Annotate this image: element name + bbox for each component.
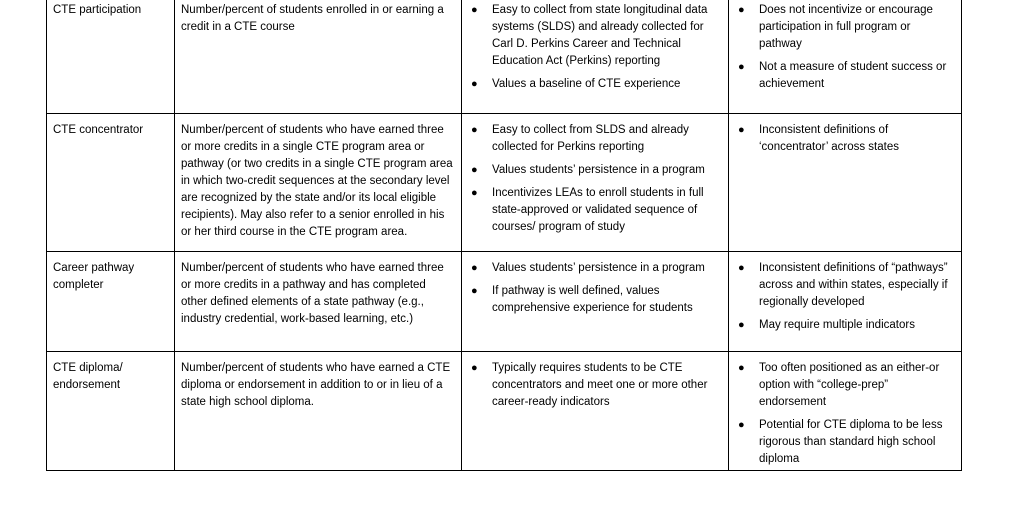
metric-cell [47, 252, 175, 352]
list-item [735, 59, 955, 93]
metric-definition: Number/percent of students who have earned three or more credits in a pathway and has completed other defined elements of a state pathway (e.g., industry credential, work-based learning, etc.) [181, 262, 444, 325]
weakness-text: Too often positioned as an either-or option with “college-prep” endorsement [759, 362, 940, 408]
bullet-icon: ● [471, 164, 478, 176]
bullet-icon: ● [471, 78, 478, 90]
list-item [468, 2, 722, 70]
strengths-list [468, 0, 722, 93]
bullet-icon: ● [471, 124, 478, 136]
strength-text: Values students’ persistence in a program [492, 262, 705, 274]
weaknesses-list [735, 114, 955, 156]
list-item [735, 360, 955, 411]
list-item [735, 2, 955, 53]
weakness-text: Not a measure of student success or achievement [759, 61, 947, 90]
bullet-icon: ● [471, 187, 478, 199]
list-item [468, 162, 722, 179]
strengths-cell [462, 352, 729, 471]
metric-name: CTE participation [53, 4, 142, 16]
table-row [47, 114, 962, 252]
weakness-text: Potential for CTE diploma to be less rigorous than standard high school diploma [759, 419, 943, 465]
strengths-list [468, 252, 722, 317]
table-row [47, 0, 962, 114]
list-item [468, 283, 722, 317]
bullet-icon: ● [471, 285, 478, 297]
definition-cell [175, 352, 462, 471]
list-item [468, 76, 722, 93]
list-item [735, 122, 955, 156]
weaknesses-list [735, 352, 955, 468]
weaknesses-cell [729, 114, 962, 252]
metric-name: CTE diploma/ endorsement [53, 362, 123, 391]
metric-name: Career pathway completer [53, 262, 135, 291]
weaknesses-list [735, 0, 955, 93]
list-item [735, 417, 955, 468]
table-row [47, 252, 962, 352]
strength-text: If pathway is well defined, values comprehensive experience for students [492, 285, 693, 314]
cte-measures-table [46, 0, 962, 471]
table-row [47, 352, 962, 471]
weaknesses-cell [729, 352, 962, 471]
strength-text: Values students’ persistence in a program [492, 164, 705, 176]
bullet-icon: ● [738, 262, 745, 274]
strengths-list [468, 114, 722, 236]
strengths-cell [462, 252, 729, 352]
definition-cell [175, 252, 462, 352]
definition-cell [175, 0, 462, 114]
weakness-text: May require multiple indicators [759, 319, 915, 331]
definition-cell [175, 114, 462, 252]
bullet-icon: ● [738, 124, 745, 136]
list-item [468, 122, 722, 156]
metric-definition: Number/percent of students enrolled in or earning a credit in a CTE course [181, 4, 444, 33]
list-item [468, 360, 722, 411]
strength-text: Typically requires students to be CTE concentrators and meet one or more other career-ready indicators [492, 362, 708, 408]
bullet-icon: ● [738, 4, 745, 16]
bullet-icon: ● [738, 419, 745, 431]
metric-cell [47, 0, 175, 114]
bullet-icon: ● [471, 262, 478, 274]
list-item [735, 260, 955, 311]
list-item [468, 185, 722, 236]
weaknesses-list [735, 252, 955, 334]
weaknesses-cell [729, 252, 962, 352]
weakness-text: Inconsistent definitions of ‘concentrator’ across states [759, 124, 899, 153]
strengths-cell [462, 0, 729, 114]
bullet-icon: ● [738, 61, 745, 73]
metric-definition: Number/percent of students who have earned three or more credits in a single CTE program area or pathway (or two credits in a single CTE program area in which two-credit sequences at the secondary level are recognized by the state and/or its local eligible recipients). May also refer to a senior enrolled in his or her third course in the CTE program area. [181, 124, 453, 238]
strength-text: Easy to collect from SLDS and already collected for Perkins reporting [492, 124, 689, 153]
metric-definition: Number/percent of students who have earned a CTE diploma or endorsement in addition to or in lieu of a state high school diploma. [181, 362, 451, 408]
weakness-text: Does not incentivize or encourage participation in full program or pathway [759, 4, 933, 50]
strength-text: Incentivizes LEAs to enroll students in full state-approved or validated sequence of courses/ program of study [492, 187, 704, 233]
list-item [735, 317, 955, 334]
bullet-icon: ● [471, 4, 478, 16]
bullet-icon: ● [471, 362, 478, 374]
list-item [468, 260, 722, 277]
strengths-cell [462, 114, 729, 252]
bullet-icon: ● [738, 319, 745, 331]
strength-text: Values a baseline of CTE experience [492, 78, 681, 90]
metric-cell [47, 114, 175, 252]
strength-text: Easy to collect from state longitudinal data systems (SLDS) and already collected for Carl D. Perkins Career and Technical Education Act (Perkins) reporting [492, 4, 708, 67]
strengths-list [468, 352, 722, 411]
weakness-text: Inconsistent definitions of “pathways” across and within states, especially if regionally developed [759, 262, 948, 308]
weaknesses-cell [729, 0, 962, 114]
bullet-icon: ● [738, 362, 745, 374]
metric-cell [47, 352, 175, 471]
metric-name: CTE concentrator [53, 124, 144, 136]
